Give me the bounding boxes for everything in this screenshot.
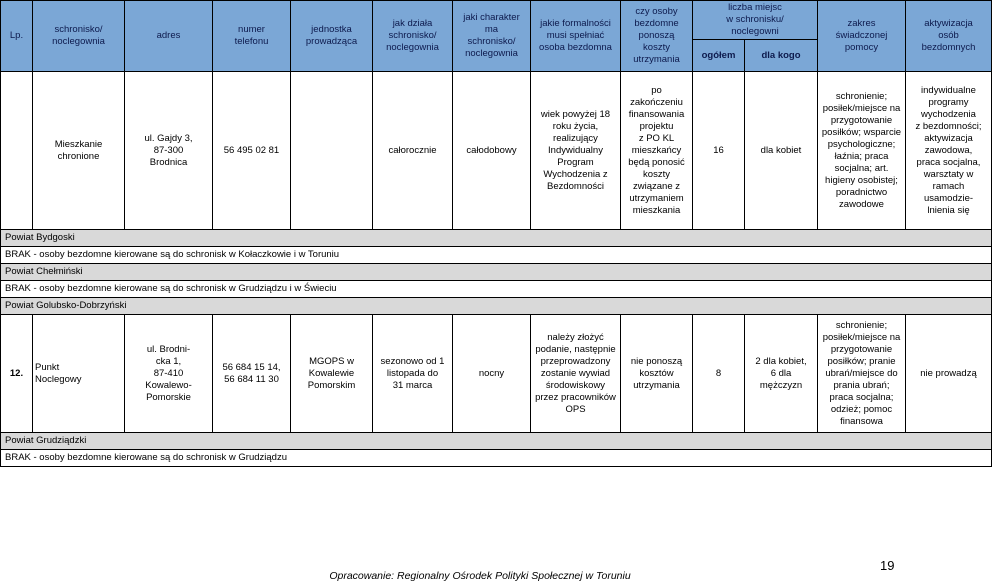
header-dla-kogo: dla kogo	[745, 40, 818, 72]
cell-jednostka: MGOPS w Kowalewie Pomorskim	[291, 315, 373, 433]
page-number: 19	[880, 558, 895, 573]
cell-lp: 12.	[1, 315, 33, 433]
cell-jak-dziala: sezonowo od 1 listopada do 31 marca	[373, 315, 453, 433]
header-ogolem: ogółem	[693, 40, 745, 72]
cell-ogolem: 16	[693, 72, 745, 230]
cell-ogolem: 8	[693, 315, 745, 433]
cell-aktywizacja: indywidualne programy wychodzenia z bezdomności; aktywizacja zawodowa, praca socjalna, warsztaty w ramach usamodzie- lnienia się	[906, 72, 992, 230]
cell-name: Punkt Noclegowy	[33, 315, 125, 433]
cell-name: Mieszkanie chronione	[33, 72, 125, 230]
section-row	[1, 433, 992, 450]
section-row	[1, 450, 992, 467]
header-miejsca: liczba miejsc w schronisku/ noclegowni	[693, 1, 818, 40]
header-jednostka: jednostka prowadząca	[291, 1, 373, 72]
section-powiat-golubsko: Powiat Golubsko-Dobrzyński	[1, 298, 992, 315]
header-aktywizacja: aktywizacja osób bezdomnych	[906, 1, 992, 72]
cell-aktywizacja: nie prowadzą	[906, 315, 992, 433]
section-bydgoski-brak: BRAK - osoby bezdomne kierowane są do schronisk w Kołaczkowie i w Toruniu	[1, 247, 992, 264]
cell-dla-kogo: 2 dla kobiet, 6 dla mężczyzn	[745, 315, 818, 433]
cell-phone: 56 495 02 81	[213, 72, 291, 230]
cell-charakter: nocny	[453, 315, 531, 433]
cell-koszty: nie ponoszą kosztów utrzymania	[621, 315, 693, 433]
header-adres: adres	[125, 1, 213, 72]
header-koszty: czy osoby bezdomne ponoszą koszty utrzymania	[621, 1, 693, 72]
cell-jednostka	[291, 72, 373, 230]
cell-address: ul. Brodni- cka 1, 87-410 Kowalewo- Pomorskie	[125, 315, 213, 433]
header-row	[1, 1, 992, 40]
section-chelminski-brak: BRAK - osoby bezdomne kierowane są do schronisk w Grudziądzu i w Świeciu	[1, 281, 992, 298]
table-row	[1, 72, 992, 230]
cell-koszty: po zakończeniu finansowania projektu z PO KL mieszkańcy będą ponosić koszty związane z utrzymaniem mieszkania	[621, 72, 693, 230]
cell-zakres: schronienie; posiłek/miejsce na przygotowanie posiłków; pranie ubrań/miejsce do prania ubrań; praca socjalna; odzież; pomoc finansowa	[818, 315, 906, 433]
header-wymogi: jakie formalności musi spełniać osoba bezdomna	[531, 1, 621, 72]
cell-charakter: całodobowy	[453, 72, 531, 230]
cell-dla-kogo: dla kobiet	[745, 72, 818, 230]
cell-wymogi: wiek powyżej 18 roku życia, realizujący Indywidualny Program Wychodzenia z Bezdomności	[531, 72, 621, 230]
header-telefon: numer telefonu	[213, 1, 291, 72]
cell-jak-dziala: całorocznie	[373, 72, 453, 230]
header-charakter: jaki charakter ma schronisko/ noclegownia	[453, 1, 531, 72]
section-row	[1, 281, 992, 298]
section-grudziadzki-brak: BRAK - osoby bezdomne kierowane są do schronisk w Grudziądzu	[1, 450, 992, 467]
section-powiat-chelminski: Powiat Chełmiński	[1, 264, 992, 281]
section-powiat-bydgoski: Powiat Bydgoski	[1, 230, 992, 247]
cell-wymogi: należy złożyć podanie, następnie przeprowadzony zostanie wywiad środowiskowy przez pracowników OPS	[531, 315, 621, 433]
section-row	[1, 247, 992, 264]
header-jak-dziala: jak działa schronisko/ noclegownia	[373, 1, 453, 72]
cell-lp	[1, 72, 33, 230]
header-lp: Lp.	[1, 1, 33, 72]
cell-phone: 56 684 15 14, 56 684 11 30	[213, 315, 291, 433]
section-row	[1, 230, 992, 247]
cell-address: ul. Gajdy 3, 87-300 Brodnica	[125, 72, 213, 230]
header-schronisko: schronisko/ noclegownia	[33, 1, 125, 72]
section-row	[1, 298, 992, 315]
section-row	[1, 264, 992, 281]
section-powiat-grudziadzki: Powiat Grudziądzki	[1, 433, 992, 450]
header-zakres: zakres świadczonej pomocy	[818, 1, 906, 72]
cell-zakres: schronienie; posiłek/miejsce na przygotowanie posiłków; wsparcie psychologiczne; łaźnia; praca socjalna; art. higieny osobistej; poradnictwo zawodowe	[818, 72, 906, 230]
footer-source: Opracowanie: Regionalny Ośrodek Polityki Społecznej w Toruniu	[329, 570, 631, 582]
table-row	[1, 315, 992, 433]
